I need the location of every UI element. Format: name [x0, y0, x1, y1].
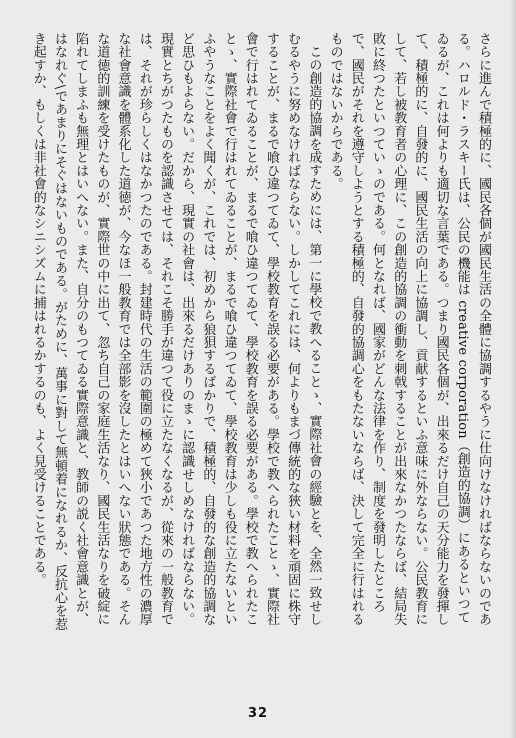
vertical-text-body: [16, 32, 494, 634]
page-gutter-shadow: [510, 0, 516, 738]
page-number: 32: [247, 706, 269, 721]
paragraph-1: さらに進んで積極的に、國民各個が國民生活の全體に協調するやうに仕向けなければならないのである。ハロルド・ラスキー氏は、公民の機能は creative corporation（創造的協調）にあるといつてゐるが、これは何よりも適切な言葉である。つまり國民各個が、出來るだけ自己の天分能力を發揮して、積極的に、自發的に、國民生活の向上に協調し、貢献するといふ意味に外ならない。公民教育にして、若し被教育者の心理に、この創造的協調の衝動を刺戟することが出來なかつたならば、結局失敗に終つたといつていゝのである。何となれば、國家がどんな法律を作り、制度を發明したところで、國民がそれを遵守しようとする積極的、自發的協調心をもたないならば、決して完全に行はれるものではないからである。: [327, 32, 491, 626]
paragraph-2: この創造的協調を成すためには、第一に學校で教へることゝ、實際社會の經驗とを、全然一致せしむるやうに努めなければならない。しかしてこれには、何よりもまづ傳統的な狹い材料を頑固に株守することが、まるで喰ひ違つてゐて、學校教育を誤る必要がある。學校で教へられたことゝ、實際社會で行はれてゐることが、まるで喰ひ違つてゐて、學校教育を誤る必要がある。學校で教へられたことゝ、實際社會で行はれてゐることが、まるで喰ひ違つてゐて、學校教育は少しも役に立たないといふやうなことをよく聞くが、これでは、初めから狼狽するばかりで、積極的、自發的な創造的協調など思ひもよらない。だから、現實の社會は、出來るだけありのまゝに認識せしめなければならない。現實とちがつたものを認識させては、それこそ勝手が違つて役に立たなくなるが、從來の一般教育では、それが珍らしくはなかつたのである。封建時代の生活の範圍の極めて狹小であつた地方性の濃厚な社會意識を體系化した道徳が、今なほ一般教育では全部影を沒したとはいへない狀態である。そんな道徳的訓練を受けたものが、實際世の中に出て、忽ち自己の家庭生活なり、國民生活なりを破綻に陷れてしまふも無理とはいへない。また、自分のもつてゐる實際意識と、教師の説く社會意識とが、はなれぐ\であまりにそぐはないものである。がために、萬事に對して無頓着になれるか、反抗心を惹き起すか、もしくは非社會的なシニシズムに捕はれるかするのも、よく見受けることである。: [30, 32, 322, 631]
